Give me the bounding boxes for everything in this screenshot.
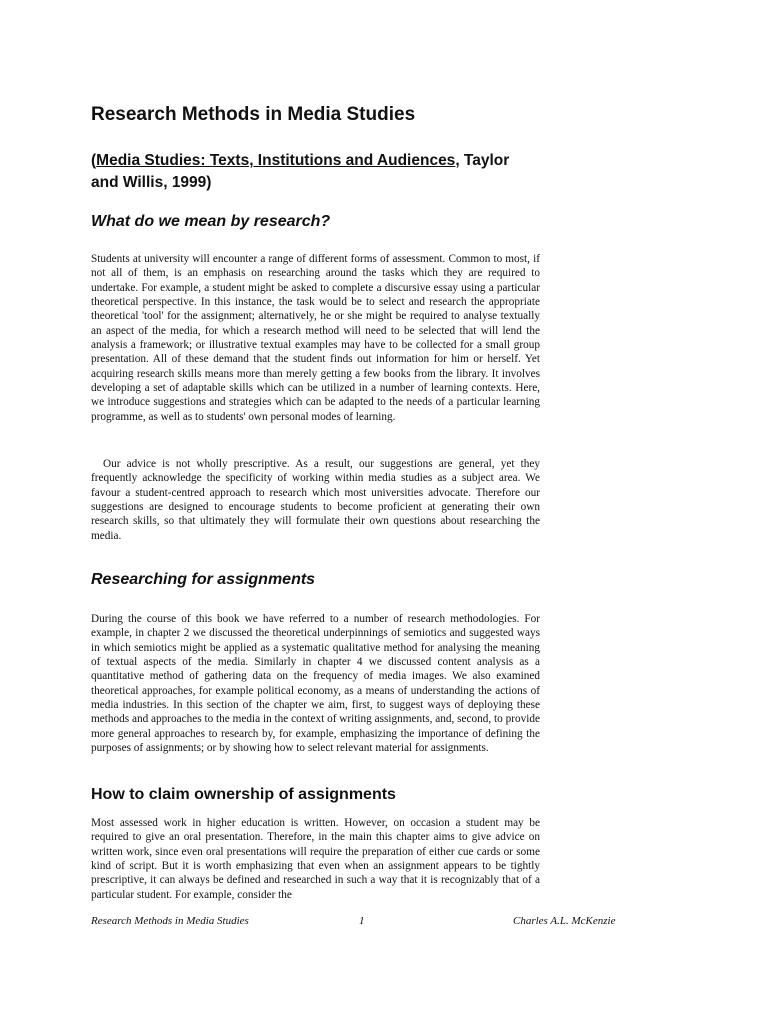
citation-open-paren: (: [91, 152, 97, 169]
paragraph-ownership-1: Most assessed work in higher education is written. However, on occasion a student may be required to give an oral presentation. Therefore, in the main this chapter aims to give advice on written work, since even oral presentations will require the preparation of either cue cards or some kind of script. But it is worth emphasizing that even when an assignment appears to be tightly prescriptive, it can always be defined and researched in such a way that it is recognizably that of a particular student. For example, consider the: [91, 817, 540, 901]
citation-authors-year: , Taylor and Willis, 1999): [91, 152, 510, 191]
paragraph-research-1: Students at university will encounter a range of different forms of assessment. Common to most, if not all of them, is an emphasis on researching around the tasks which they are required to undertake. For example, a student might be asked to complete a discursive essay using a particular theoretical perspective. In this instance, the task would be to select and research the appropriate theoretical 'tool' for the assignment; alternatively, he or she might be required to analyse textually an aspect of the media, for which a research method will need to be selected that will lend the analysis a framework; or illustrative textual examples may have to be collected for a small group presentation. All of these demand that the student finds out information for him or herself. Yet acquiring research skills means more than merely getting a few books from the library. It involves developing a set of adaptable skills which can be utilized in a number of learning contexts. Here, we introduce suggestions and strategies which can be adapted to the needs of a particular learning programme, as well as to students' own personal modes of learning.: [91, 253, 540, 423]
section-heading-research: What do we mean by research?: [91, 213, 331, 230]
document-title: Research Methods in Media Studies: [91, 104, 416, 125]
citation-book-title: Media Studies: Texts, Institutions and Audiences: [96, 152, 456, 169]
paragraph-assignments-1: During the course of this book we have referred to a number of research methodologies. For example, in chapter 2 we discussed the theoretical underpinnings of semiotics and suggested ways in which semiotics might be applied as a systematic qualitative method for analysing the meaning of textual aspects of the media. Similarly in chapter 4 we discussed content analysis as a quantitative method of gathering data on the frequency of media images. We also examined theoretical approaches, for example political economy, as a means of understanding the actions of media industries. In this section of the chapter we aim, first, to suggest ways of deploying these methods and approaches to the media in the context of writing assignments, and, second, to provide more general approaches to research by, for example, emphasizing the importance of defining the purposes of assignments; or by showing how to select relevant material for assignments.: [91, 613, 540, 755]
section-heading-ownership: How to claim ownership of assignments: [91, 786, 396, 803]
book-citation: [91, 150, 541, 194]
footer-document-title: Research Methods in Media Studies: [91, 915, 249, 927]
footer-page-number: 1: [359, 915, 365, 927]
footer-author: Charles A.L. McKenzie: [513, 915, 616, 927]
section-heading-assignments: Researching for assignments: [91, 571, 316, 588]
paragraph-research-2: Our advice is not wholly prescriptive. As a result, our suggestions are general, yet they frequently acknowledge the specificity of working within media studies as a subject area. We favour a student-centred approach to research which most universities advocate. Therefore our suggestions are designed to encourage students to become proficient at generating their own research skills, so that ultimately they will formulate their own questions about researching the media.: [91, 458, 540, 542]
